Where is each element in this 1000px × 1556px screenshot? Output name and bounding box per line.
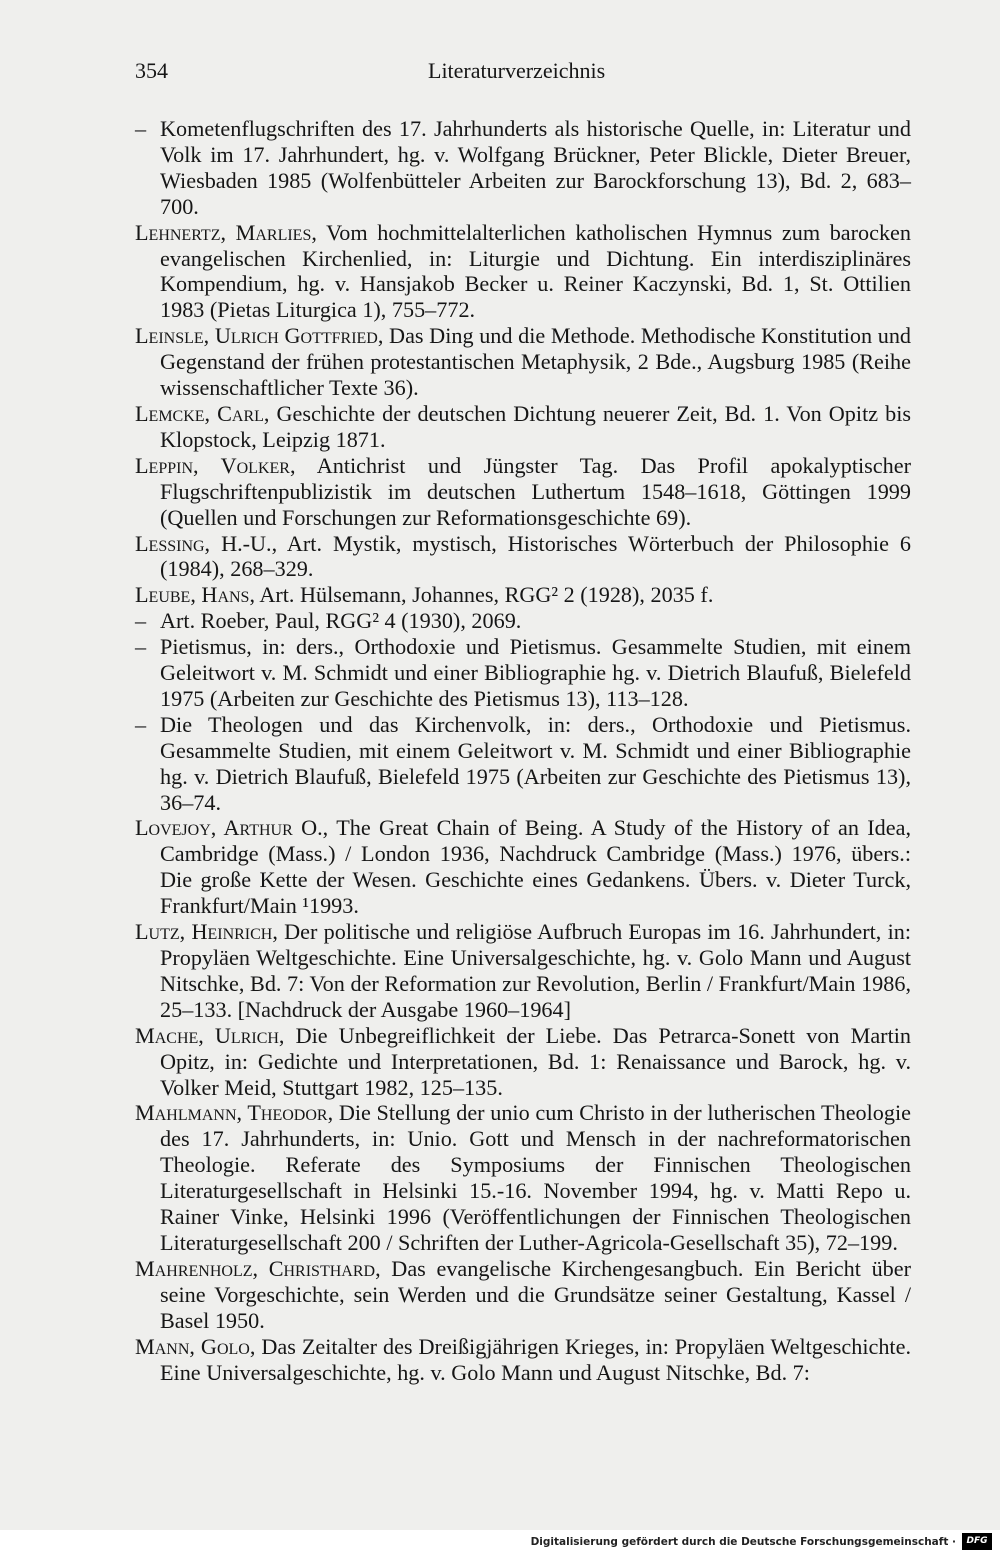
entry-text: Vom hochmittelalterlichen katholischen Hymnus zum barocken evangelischen Kirchenlied, in: Liturgie und Dichtung. Ein interdisziplinäres Kompendium, hg. v. Hansjakob Becker u. Reiner Kaczynski, Bd. 1, St. Ottilien 1983 (Pietas Liturgica 1), 755–772. xyxy=(160,219,911,323)
footer-credit: Digitalisierung gefördert durch die Deutsche Forschungsgemeinschaft · xyxy=(530,1536,956,1548)
entry-author: Mache, Ulrich, xyxy=(135,1022,285,1048)
entry-text: Kometenflugschriften des 17. Jahrhunderts als historische Quelle, in: Literatur und Volk im 17. Jahrhundert, hg. v. Wolfgang Brückner, Peter Blickle, Dieter Breuer, Wiesbaden 1985 (Wolfenbütteler Arbeiten zur Barockforschung 13), Bd. 2, 683–700. xyxy=(160,116,911,219)
entry-author: Lemcke, Carl, xyxy=(135,400,270,426)
entry-text: Pietismus, in: ders., Orthodoxie und Pietismus. Gesammelte Studien, mit einem Geleitwort v. M. Schmidt und einer Bibliographie hg. v. Dietrich Blaufuß, Bielefeld 1975 (Arbeiten zur Geschichte des Pietismus 13), 113–128. xyxy=(160,634,911,711)
entry-text: The Great Chain of Being. A Study of the History of an Idea, Cambridge (Mass.) / London 1936, Nachdruck Cambridge (Mass.) 1976, übers.: Die große Kette der Wesen. Geschichte eines Gedankens. Übers. v. Dieter Turck, Frankfurt/Main ¹1993. xyxy=(160,815,911,919)
entry-text: Die Theologen und das Kirchenvolk, in: ders., Orthodoxie und Pietismus. Gesammelte Studien, mit einem Geleitwort v. M. Schmidt und einer Bibliographie hg. v. Dietrich Blaufuß, Bielefeld 1975 (Arbeiten zur Geschichte des Pietismus 13), 36–74. xyxy=(160,711,911,815)
entry-text: Der politische und religiöse Aufbruch Europas im 16. Jahrhundert, in: Propyläen Weltgeschichte. Eine Universalgeschichte, hg. v. Golo Mann und August Nitschke, Bd. 7: Von der Reformation zur Revolution, Berlin / Frankfurt/Main 1986, 25–133. [Nachdruck der Ausgabe 1960–1964] xyxy=(160,919,911,1022)
digitization-footer xyxy=(0,1530,1000,1556)
bibliography-entry xyxy=(135,582,911,608)
entry-author: Mahrenholz, Christhard, xyxy=(135,1255,381,1281)
entry-text: Das Ding und die Methode. Methodische Konstitution und Gegenstand der frühen protestantischen Metaphysik, 2 Bde., Augsburg 1985 (Reihe wissenschaftlicher Texte 36). xyxy=(160,323,912,401)
dfg-logo: DFG xyxy=(962,1533,992,1550)
page-header xyxy=(135,58,910,92)
bibliography-list xyxy=(135,116,911,1385)
bibliography-entry xyxy=(135,453,911,531)
bibliography-entry xyxy=(135,401,911,453)
repeat-author-dash: – xyxy=(135,634,147,660)
entry-text: Das Zeitalter des Dreißigjährigen Krieges, in: Propyläen Weltgeschichte. Eine Universalgeschichte, hg. v. Golo Mann und August Nitschke, Bd. 7: xyxy=(160,1333,911,1385)
bibliography-entry xyxy=(135,712,911,816)
entry-author: Leinsle, Ulrich Gottfried, xyxy=(135,323,384,349)
bibliography-entry xyxy=(135,815,911,919)
running-head: Literaturverzeichnis xyxy=(428,58,606,83)
bibliography-entry xyxy=(135,634,911,712)
bibliography-entry xyxy=(135,1334,911,1386)
entry-text: Antichrist und Jüngster Tag. Das Profil apokalyptischer Flugschriftenpublizistik im deutschen Luthertum 1548–1618, Göttingen 1999 (Quellen und Forschungen zur Reformationsgeschichte 69). xyxy=(160,452,911,530)
repeat-author-dash: – xyxy=(135,608,147,634)
entry-author: Mahlmann, Theodor, xyxy=(135,1100,334,1126)
entry-text: Das evangelische Kirchengesangbuch. Ein Bericht über seine Vorgeschichte, sein Werden und die Grundsätze seiner Gestaltung, Kassel / Basel 1950. xyxy=(160,1255,912,1333)
entry-author: Lutz, Heinrich, xyxy=(135,919,278,945)
page-number: 354 xyxy=(135,58,168,83)
bibliography-entry xyxy=(135,116,911,220)
entry-text: Die Unbegreiflichkeit der Liebe. Das Petrarca-Sonett von Martin Opitz, in: Gedichte und Interpretationen, Bd. 1: Renaissance und Barock, hg. v. Volker Meid, Stuttgart 1982, 125–135. xyxy=(160,1022,911,1100)
entry-author: Lessing, H.-U., xyxy=(135,530,278,556)
bibliography-entry xyxy=(135,531,911,583)
bibliography-entry xyxy=(135,1100,911,1255)
bibliography-entry xyxy=(135,220,911,324)
repeat-author-dash: – xyxy=(135,116,147,141)
bibliography-entry xyxy=(135,608,911,634)
bibliography-entry xyxy=(135,323,911,401)
entry-author: Lovejoy, Arthur O., xyxy=(135,815,329,841)
entry-author: Mann, Golo, xyxy=(135,1333,256,1359)
entry-text: Die Stellung der unio cum Christo in der lutherischen Theologie des 17. Jahrhunderts, in: Unio. Gott und Mensch in der nachreformatorischen Theologie. Referate des Symposiums der Finnischen Theologischen Literaturgesellschaft in Helsinki 15.-16. November 1994, hg. v. Matti Repo u. Rainer Vinke, Helsinki 1996 (Veröffentlichungen der Finnischen Theologischen Literaturgesellschaft 200 / Schriften der Luther-Agricola-Gesellschaft 35), 72–199. xyxy=(160,1100,911,1255)
entry-text: Art. Roeber, Paul, RGG² 4 (1930), 2069. xyxy=(160,608,522,634)
entry-text: Art. Hülsemann, Johannes, RGG² 2 (1928), 2035 f. xyxy=(255,582,714,608)
bibliography-entry xyxy=(135,919,911,1023)
bibliography-entry xyxy=(135,1256,911,1334)
bibliography-entry xyxy=(135,1023,911,1101)
entry-text: Geschichte der deutschen Dichtung neuerer Zeit, Bd. 1. Von Opitz bis Klopstock, Leipzig 1871. xyxy=(160,400,912,452)
repeat-author-dash: – xyxy=(135,711,147,737)
entry-author: Lehnertz, Marlies, xyxy=(135,219,317,245)
entry-text: Art. Mystik, mystisch, Historisches Wörterbuch der Philosophie 6 (1984), 268–329. xyxy=(160,530,911,582)
entry-author: Leube, Hans, xyxy=(135,582,255,608)
entry-author: Leppin, Volker, xyxy=(135,452,296,478)
